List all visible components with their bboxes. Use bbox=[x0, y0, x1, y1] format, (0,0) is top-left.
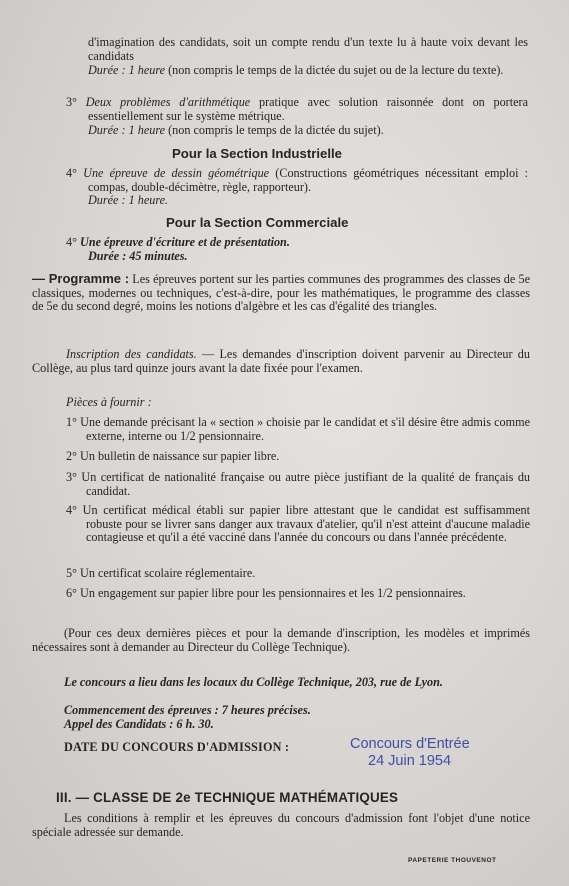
item-3-duree bbox=[88, 124, 528, 138]
commerciale-duree: Durée : 45 minutes. bbox=[88, 249, 188, 263]
item-number: 2° bbox=[66, 449, 77, 463]
item-text: Un certificat de nationalité française ou autre pièce justifiant de la qualité de français du candidat. bbox=[81, 470, 531, 498]
piece-item-6 bbox=[66, 586, 530, 601]
item-text: Une demande précisant la « section » choisie par le candidat et s'il désire être admis comme externe, interne ou 1/2 pensionnaire. bbox=[80, 415, 531, 443]
piece-item-2 bbox=[66, 449, 530, 464]
item-number: 4° bbox=[66, 235, 77, 249]
item-lead: Deux problèmes d'arithmétique bbox=[85, 95, 251, 109]
lieu-paragraph: Le concours a lieu dans les locaux du Collège Technique, 203, rue de Lyon. bbox=[64, 675, 443, 689]
note-paragraph: (Pour ces deux dernières pièces et pour la demande d'inscription, les modèles et imprimés nécessaires sont à demander au Directeur du Collège Technique). bbox=[32, 626, 530, 654]
item-text: Un bulletin de naissance sur papier libre. bbox=[80, 449, 280, 463]
item-number: 4° bbox=[66, 166, 77, 180]
duree-label: Durée : 1 heure bbox=[88, 63, 166, 77]
item-number: 5° bbox=[66, 566, 77, 580]
heading-section-commerciale: Pour la Section Commerciale bbox=[166, 215, 349, 230]
programme-text: Les épreuves portent sur les parties communes des programmes des classes de 5e classiques, modernes ou techniques, c'est-à-dire, pour les mathématiques, le programme des classes de 5e du second degré, moins les notions d'algèbre et les cas d'égalité des triangles. bbox=[32, 272, 530, 314]
piece-item-4 bbox=[66, 503, 531, 545]
heading-section-industrielle: Pour la Section Industrielle bbox=[172, 146, 343, 161]
item-text: (Constructions géométriques nécessitant emploi : compas, double-décimètre, règle, rapporteur). bbox=[88, 166, 529, 194]
date-label: DATE DU CONCOURS D'ADMISSION : bbox=[64, 740, 290, 754]
item-number: 3° bbox=[66, 95, 77, 109]
item-text: Un certificat médical établi sur papier libre attestant que le candidat est suffisamment robuste pour se livrer sans danger aux travaux d'atelier, qu'il n'est atteint d'aucune maladie contagieuse et qu'il a été vacciné dans l'année du concours ou dans l'année précédente. bbox=[82, 503, 531, 545]
item-number: 3° bbox=[66, 470, 77, 484]
piece-item-3 bbox=[66, 470, 531, 498]
continuation-text: d'imagination des candidats, soit un compte rendu d'un texte lu à haute voix devant les candidats bbox=[88, 35, 528, 63]
item-text: Un certificat scolaire réglementaire. bbox=[80, 566, 256, 580]
section-3-text: Les conditions à remplir et les épreuves du concours d'admission font l'objet d'une notice spéciale adressée sur demande. bbox=[32, 811, 530, 839]
appel-line: Appel des Candidats : 6 h. 30. bbox=[64, 717, 214, 731]
item-number: 1° bbox=[66, 415, 77, 429]
item-lead: Une épreuve d'écriture et de présentation. bbox=[80, 235, 290, 249]
programme-label: — Programme : bbox=[32, 271, 130, 286]
printer-mark: PAPETERIE THOUVENOT bbox=[408, 857, 497, 864]
duree-line-1 bbox=[88, 64, 528, 78]
inscription-text: — Les demandes d'inscription doivent parvenir au Directeur du Collège, au plus tard quinze jours avant la date fixée pour l'examen. bbox=[32, 347, 530, 375]
date-stamp bbox=[350, 736, 470, 770]
commencement-line: Commencement des épreuves : 7 heures précises. bbox=[64, 703, 311, 717]
duree-label: Durée : 1 heure bbox=[88, 123, 166, 137]
item-3 bbox=[66, 95, 529, 123]
paragraph-continuation bbox=[88, 36, 528, 63]
piece-item-5 bbox=[66, 566, 530, 581]
piece-item-1 bbox=[66, 415, 531, 443]
duree-note: (non compris le temps de la dictée du sujet ou de la lecture du texte). bbox=[168, 63, 504, 77]
duree-note: (non compris le temps de la dictée du sujet). bbox=[168, 123, 384, 137]
item-number: 4° bbox=[66, 503, 77, 517]
item-lead: Une épreuve de dessin géométrique bbox=[83, 166, 270, 180]
heading-section-3: III. — CLASSE DE 2e TECHNIQUE MATHÉMATIQUES bbox=[56, 790, 399, 805]
industrielle-duree: Durée : 1 heure. bbox=[88, 193, 169, 207]
programme-paragraph bbox=[32, 272, 530, 314]
item-4-industrielle bbox=[66, 166, 529, 194]
inscription-paragraph bbox=[32, 348, 530, 375]
stamp-line-1: Concours d'Entrée bbox=[350, 736, 470, 752]
stamp-line-2: 24 Juin 1954 bbox=[368, 753, 452, 769]
item-text: Un engagement sur papier libre pour les pensionnaires et les 1/2 pensionnaires. bbox=[80, 586, 466, 600]
item-text: pratique avec solution raisonnée dont on portera essentiellement sur le système métrique. bbox=[88, 95, 529, 123]
pieces-heading: Pièces à fournir : bbox=[66, 395, 152, 409]
item-number: 6° bbox=[66, 586, 77, 600]
item-4-commerciale bbox=[66, 236, 528, 250]
inscription-label: Inscription des candidats. bbox=[66, 347, 197, 361]
